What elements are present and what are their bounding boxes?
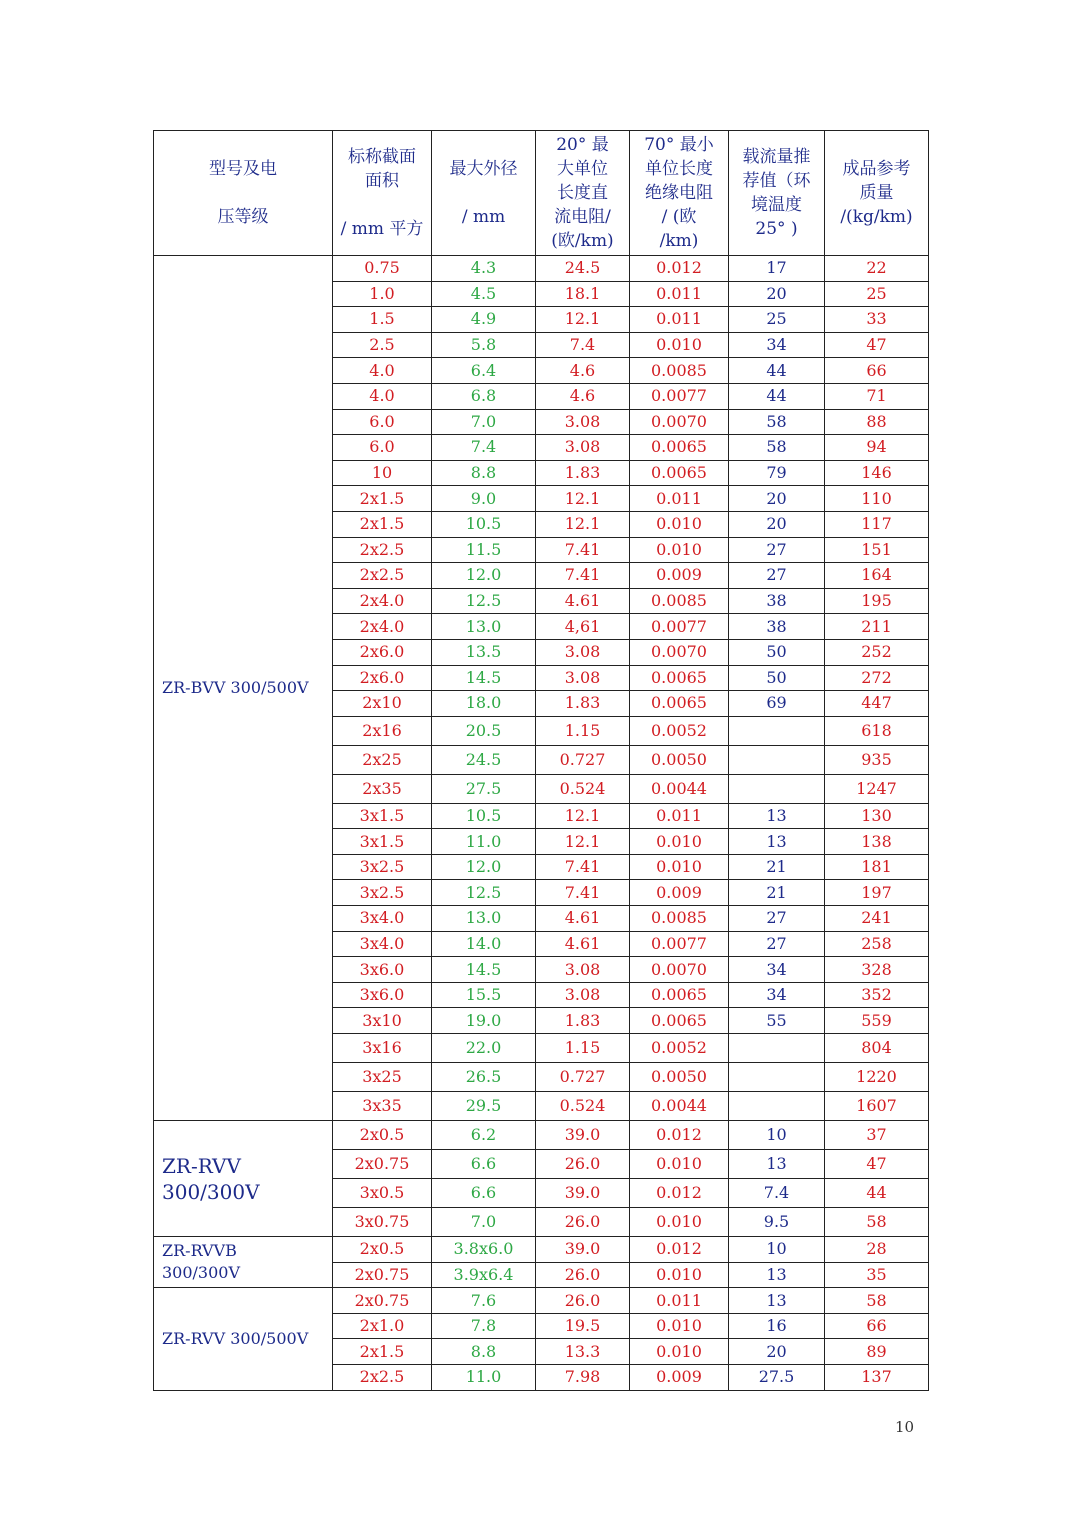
cell-current-capacity: 69 [729,691,825,717]
cell-mass: 58 [825,1288,929,1314]
cell-current-capacity: 10 [729,1121,825,1150]
cell-mass: 1607 [825,1092,929,1121]
header-insulation-resistance: 70° 最小 单位长度 绝缘电阻 / (欧 /km) [644,135,714,251]
cell-current-capacity [729,1063,825,1092]
cell-dc-resistance: 4.6 [536,358,630,384]
cell-current-capacity: 21 [729,880,825,906]
cell-mass: 804 [825,1034,929,1063]
cell-cross-section: 3x25 [333,1063,432,1092]
header-cell [825,131,929,256]
cell-mass: 58 [825,1208,929,1237]
cell-mass: 195 [825,588,929,614]
cell-insulation-resistance: 0.0070 [630,639,729,665]
cell-cross-section: 3x6.0 [333,957,432,983]
cell-insulation-resistance: 0.012 [630,256,729,282]
cell-current-capacity [729,774,825,803]
cell-mass: 47 [825,332,929,358]
cell-dc-resistance: 0.727 [536,1063,630,1092]
cell-cross-section: 2x35 [333,774,432,803]
cell-dc-resistance: 4.61 [536,906,630,932]
cell-insulation-resistance: 0.0070 [630,957,729,983]
cell-current-capacity: 13 [729,829,825,855]
cell-outer-diameter: 7.0 [432,409,536,435]
cell-insulation-resistance: 0.0085 [630,358,729,384]
cell-insulation-resistance: 0.011 [630,486,729,512]
table-row [154,1288,929,1314]
table-body [154,256,929,1391]
cell-current-capacity: 13 [729,1150,825,1179]
cell-current-capacity: 27.5 [729,1365,825,1391]
cell-insulation-resistance: 0.0070 [630,409,729,435]
cell-current-capacity: 13 [729,1262,825,1288]
cell-insulation-resistance: 0.010 [630,332,729,358]
cell-mass: 37 [825,1121,929,1150]
cell-outer-diameter: 13.0 [432,614,536,640]
cell-insulation-resistance: 0.0065 [630,435,729,461]
cell-insulation-resistance: 0.010 [630,829,729,855]
cell-current-capacity: 38 [729,614,825,640]
cell-mass: 1247 [825,774,929,803]
cell-outer-diameter: 6.2 [432,1121,536,1150]
cell-dc-resistance: 4.6 [536,383,630,409]
cell-outer-diameter: 11.0 [432,1365,536,1391]
cell-mass: 47 [825,1150,929,1179]
cell-current-capacity: 34 [729,332,825,358]
cell-current-capacity: 25 [729,307,825,333]
cell-cross-section: 2x2.5 [333,563,432,589]
header-cell [432,131,536,256]
cell-dc-resistance: 1.83 [536,460,630,486]
cell-insulation-resistance: 0.0085 [630,906,729,932]
cell-mass: 618 [825,716,929,745]
cell-mass: 110 [825,486,929,512]
cell-insulation-resistance: 0.012 [630,1121,729,1150]
table-header-row [154,131,929,256]
header-cross-section: 标称截面 面积 / mm 平方 [340,147,424,239]
cell-mass: 66 [825,1313,929,1339]
cell-current-capacity: 27 [729,563,825,589]
cell-outer-diameter: 7.8 [432,1313,536,1339]
cell-dc-resistance: 12.1 [536,803,630,829]
cell-outer-diameter: 22.0 [432,1034,536,1063]
cell-dc-resistance: 1.83 [536,691,630,717]
cell-dc-resistance: 4.61 [536,588,630,614]
cell-current-capacity: 7.4 [729,1179,825,1208]
cell-insulation-resistance: 0.010 [630,1262,729,1288]
cell-cross-section: 2.5 [333,332,432,358]
cell-outer-diameter: 20.5 [432,716,536,745]
cell-current-capacity [729,716,825,745]
cell-insulation-resistance: 0.010 [630,1313,729,1339]
cell-dc-resistance: 26.0 [536,1208,630,1237]
cell-cross-section: 3x16 [333,1034,432,1063]
cell-current-capacity: 17 [729,256,825,282]
cell-mass: 33 [825,307,929,333]
cell-outer-diameter: 7.4 [432,435,536,461]
cell-mass: 117 [825,511,929,537]
cell-outer-diameter: 10.5 [432,511,536,537]
cell-mass: 1220 [825,1063,929,1092]
cell-outer-diameter: 4.5 [432,281,536,307]
cell-cross-section: 2x0.5 [333,1121,432,1150]
cell-outer-diameter: 7.0 [432,1208,536,1237]
cell-current-capacity: 16 [729,1313,825,1339]
cell-current-capacity: 79 [729,460,825,486]
cell-mass: 328 [825,957,929,983]
cell-dc-resistance: 13.3 [536,1339,630,1365]
cell-outer-diameter: 10.5 [432,803,536,829]
cell-cross-section: 3x4.0 [333,931,432,957]
cell-insulation-resistance: 0.010 [630,854,729,880]
cell-mass: 447 [825,691,929,717]
cell-dc-resistance: 26.0 [536,1262,630,1288]
cell-dc-resistance: 7.41 [536,537,630,563]
cell-dc-resistance: 39.0 [536,1121,630,1150]
cell-cross-section: 3x0.5 [333,1179,432,1208]
cell-mass: 138 [825,829,929,855]
table-row [154,256,929,282]
cell-dc-resistance: 39.0 [536,1179,630,1208]
cell-insulation-resistance: 0.0052 [630,1034,729,1063]
header-cell [333,131,432,256]
cell-dc-resistance: 7.98 [536,1365,630,1391]
page-number: 10 [895,1418,915,1436]
cell-outer-diameter: 11.5 [432,537,536,563]
cell-cross-section: 1.5 [333,307,432,333]
cell-dc-resistance: 19.5 [536,1313,630,1339]
model-voltage-cell: ZR-RVV 300/500V [154,1288,333,1390]
cell-cross-section: 2x25 [333,745,432,774]
cell-cross-section: 6.0 [333,409,432,435]
cell-mass: 559 [825,1008,929,1034]
cell-outer-diameter: 19.0 [432,1008,536,1034]
model-voltage-cell: ZR-RVVB 300/300V [154,1237,333,1288]
cell-dc-resistance: 3.08 [536,665,630,691]
cell-mass: 88 [825,409,929,435]
cell-current-capacity: 20 [729,486,825,512]
cell-insulation-resistance: 0.0085 [630,588,729,614]
cell-mass: 137 [825,1365,929,1391]
header-cell [729,131,825,256]
table-row [154,1237,929,1263]
cell-outer-diameter: 6.6 [432,1150,536,1179]
cell-insulation-resistance: 0.0065 [630,1008,729,1034]
cell-dc-resistance: 12.1 [536,511,630,537]
cell-current-capacity: 10 [729,1237,825,1263]
cell-cross-section: 2x0.75 [333,1288,432,1314]
cell-cross-section: 2x4.0 [333,614,432,640]
cell-current-capacity: 55 [729,1008,825,1034]
cell-dc-resistance: 7.41 [536,563,630,589]
cell-dc-resistance: 0.727 [536,745,630,774]
cell-insulation-resistance: 0.012 [630,1237,729,1263]
cell-cross-section: 6.0 [333,435,432,461]
cell-outer-diameter: 3.9x6.4 [432,1262,536,1288]
cell-cross-section: 2x1.5 [333,486,432,512]
cell-mass: 151 [825,537,929,563]
cell-mass: 352 [825,982,929,1008]
cell-insulation-resistance: 0.0044 [630,774,729,803]
header-model-voltage: 型号及电 压等级 [209,159,277,227]
cell-dc-resistance: 12.1 [536,829,630,855]
cell-current-capacity [729,745,825,774]
cell-mass: 197 [825,880,929,906]
cell-cross-section: 2x1.0 [333,1313,432,1339]
cell-current-capacity: 21 [729,854,825,880]
cell-current-capacity: 38 [729,588,825,614]
cell-mass: 258 [825,931,929,957]
cell-current-capacity [729,1034,825,1063]
cell-current-capacity: 34 [729,957,825,983]
cell-cross-section: 3x0.75 [333,1208,432,1237]
cell-current-capacity: 9.5 [729,1208,825,1237]
cell-outer-diameter: 8.8 [432,460,536,486]
cell-cross-section: 2x2.5 [333,1365,432,1391]
cell-cross-section: 2x2.5 [333,537,432,563]
cell-cross-section: 2x16 [333,716,432,745]
cell-outer-diameter: 13.0 [432,906,536,932]
cell-outer-diameter: 18.0 [432,691,536,717]
cell-current-capacity: 27 [729,931,825,957]
cell-outer-diameter: 4.9 [432,307,536,333]
cell-mass: 35 [825,1262,929,1288]
header-cell [630,131,729,256]
cell-dc-resistance: 3.08 [536,639,630,665]
cell-outer-diameter: 26.5 [432,1063,536,1092]
model-voltage-cell: ZR-RVV 300/300V [154,1121,333,1237]
cell-insulation-resistance: 0.011 [630,1288,729,1314]
cell-outer-diameter: 13.5 [432,639,536,665]
cell-cross-section: 2x0.75 [333,1262,432,1288]
cell-mass: 164 [825,563,929,589]
cell-outer-diameter: 3.8x6.0 [432,1237,536,1263]
cell-cross-section: 2x0.5 [333,1237,432,1263]
cell-current-capacity: 13 [729,803,825,829]
cell-dc-resistance: 7.4 [536,332,630,358]
cell-insulation-resistance: 0.0065 [630,460,729,486]
cell-dc-resistance: 12.1 [536,486,630,512]
header-dc-resistance: 20° 最 大单位 长度直 流电阻/ (欧/km) [551,135,614,251]
cell-outer-diameter: 14.5 [432,665,536,691]
cell-outer-diameter: 12.5 [432,588,536,614]
cell-current-capacity: 13 [729,1288,825,1314]
cell-mass: 22 [825,256,929,282]
header-cell [536,131,630,256]
cell-dc-resistance: 0.524 [536,1092,630,1121]
cell-insulation-resistance: 0.010 [630,1208,729,1237]
cell-dc-resistance: 7.41 [536,880,630,906]
cell-dc-resistance: 1.15 [536,716,630,745]
cell-mass: 71 [825,383,929,409]
cell-dc-resistance: 4.61 [536,931,630,957]
cell-dc-resistance: 3.08 [536,957,630,983]
cell-outer-diameter: 12.5 [432,880,536,906]
cell-mass: 130 [825,803,929,829]
cell-insulation-resistance: 0.0065 [630,665,729,691]
cell-insulation-resistance: 0.0077 [630,614,729,640]
cell-dc-resistance: 26.0 [536,1150,630,1179]
header-current-capacity: 载流量推 荐值（环 境温度 25° ) [742,147,811,239]
cell-current-capacity [729,1092,825,1121]
cell-outer-diameter: 14.5 [432,957,536,983]
header-reference-mass: 成品参考 质量 /(kg/km) [840,159,913,227]
cell-insulation-resistance: 0.010 [630,537,729,563]
cell-current-capacity: 27 [729,537,825,563]
cell-mass: 94 [825,435,929,461]
cell-outer-diameter: 14.0 [432,931,536,957]
cell-insulation-resistance: 0.011 [630,281,729,307]
cell-cross-section: 3x4.0 [333,906,432,932]
cell-insulation-resistance: 0.0065 [630,982,729,1008]
cell-outer-diameter: 6.8 [432,383,536,409]
cell-mass: 272 [825,665,929,691]
cell-cross-section: 1.0 [333,281,432,307]
cell-insulation-resistance: 0.010 [630,1339,729,1365]
cell-dc-resistance: 0.524 [536,774,630,803]
cell-outer-diameter: 8.8 [432,1339,536,1365]
cell-current-capacity: 44 [729,358,825,384]
cell-outer-diameter: 9.0 [432,486,536,512]
cell-cross-section: 10 [333,460,432,486]
cell-insulation-resistance: 0.0052 [630,716,729,745]
cell-outer-diameter: 12.0 [432,854,536,880]
table-row [154,1121,929,1150]
header-outer-diameter: 最大外径 / mm [449,159,518,227]
cell-cross-section: 3x2.5 [333,880,432,906]
cell-dc-resistance: 26.0 [536,1288,630,1314]
cell-cross-section: 4.0 [333,358,432,384]
cell-dc-resistance: 12.1 [536,307,630,333]
cell-outer-diameter: 29.5 [432,1092,536,1121]
cell-insulation-resistance: 0.0077 [630,383,729,409]
header-cell [154,131,333,256]
cell-mass: 146 [825,460,929,486]
cell-dc-resistance: 3.08 [536,409,630,435]
cell-cross-section: 2x0.75 [333,1150,432,1179]
cell-cross-section: 4.0 [333,383,432,409]
cell-mass: 66 [825,358,929,384]
cell-insulation-resistance: 0.009 [630,1365,729,1391]
cell-cross-section: 3x1.5 [333,829,432,855]
cell-cross-section: 3x2.5 [333,854,432,880]
cell-dc-resistance: 18.1 [536,281,630,307]
cell-cross-section: 2x6.0 [333,665,432,691]
cell-cross-section: 3x35 [333,1092,432,1121]
cell-insulation-resistance: 0.011 [630,803,729,829]
cell-current-capacity: 34 [729,982,825,1008]
cell-mass: 44 [825,1179,929,1208]
cable-spec-table [153,130,929,1391]
cell-insulation-resistance: 0.009 [630,563,729,589]
cell-insulation-resistance: 0.010 [630,1150,729,1179]
cell-outer-diameter: 15.5 [432,982,536,1008]
cell-mass: 28 [825,1237,929,1263]
cell-dc-resistance: 3.08 [536,435,630,461]
cell-outer-diameter: 12.0 [432,563,536,589]
cell-insulation-resistance: 0.0065 [630,691,729,717]
cell-mass: 935 [825,745,929,774]
cell-mass: 25 [825,281,929,307]
cell-mass: 211 [825,614,929,640]
cell-dc-resistance: 4,61 [536,614,630,640]
cell-current-capacity: 58 [729,409,825,435]
cell-dc-resistance: 7.41 [536,854,630,880]
cell-mass: 181 [825,854,929,880]
cell-mass: 241 [825,906,929,932]
cell-current-capacity: 20 [729,511,825,537]
cell-insulation-resistance: 0.0050 [630,1063,729,1092]
cell-dc-resistance: 3.08 [536,982,630,1008]
cell-cross-section: 2x1.5 [333,1339,432,1365]
cell-dc-resistance: 24.5 [536,256,630,282]
cell-outer-diameter: 4.3 [432,256,536,282]
cell-mass: 252 [825,639,929,665]
cell-current-capacity: 50 [729,639,825,665]
cell-cross-section: 2x6.0 [333,639,432,665]
cell-outer-diameter: 24.5 [432,745,536,774]
cell-dc-resistance: 1.15 [536,1034,630,1063]
cell-dc-resistance: 1.83 [536,1008,630,1034]
cell-insulation-resistance: 0.011 [630,307,729,333]
cell-insulation-resistance: 0.0050 [630,745,729,774]
cell-mass: 89 [825,1339,929,1365]
cell-cross-section: 2x1.5 [333,511,432,537]
cell-current-capacity: 20 [729,1339,825,1365]
cell-insulation-resistance: 0.010 [630,511,729,537]
cell-outer-diameter: 7.6 [432,1288,536,1314]
cell-insulation-resistance: 0.0077 [630,931,729,957]
cell-current-capacity: 44 [729,383,825,409]
cell-dc-resistance: 39.0 [536,1237,630,1263]
cell-current-capacity: 27 [729,906,825,932]
cell-outer-diameter: 6.4 [432,358,536,384]
cell-current-capacity: 20 [729,281,825,307]
cell-cross-section: 0.75 [333,256,432,282]
cell-cross-section: 2x4.0 [333,588,432,614]
cell-current-capacity: 58 [729,435,825,461]
cell-outer-diameter: 5.8 [432,332,536,358]
cell-cross-section: 2x10 [333,691,432,717]
cell-outer-diameter: 6.6 [432,1179,536,1208]
cell-outer-diameter: 11.0 [432,829,536,855]
cell-insulation-resistance: 0.012 [630,1179,729,1208]
cell-outer-diameter: 27.5 [432,774,536,803]
model-voltage-cell: ZR-BVV 300/500V [154,256,333,1121]
cell-insulation-resistance: 0.009 [630,880,729,906]
cell-cross-section: 3x10 [333,1008,432,1034]
cell-cross-section: 3x6.0 [333,982,432,1008]
cell-current-capacity: 50 [729,665,825,691]
cell-insulation-resistance: 0.0044 [630,1092,729,1121]
cell-cross-section: 3x1.5 [333,803,432,829]
